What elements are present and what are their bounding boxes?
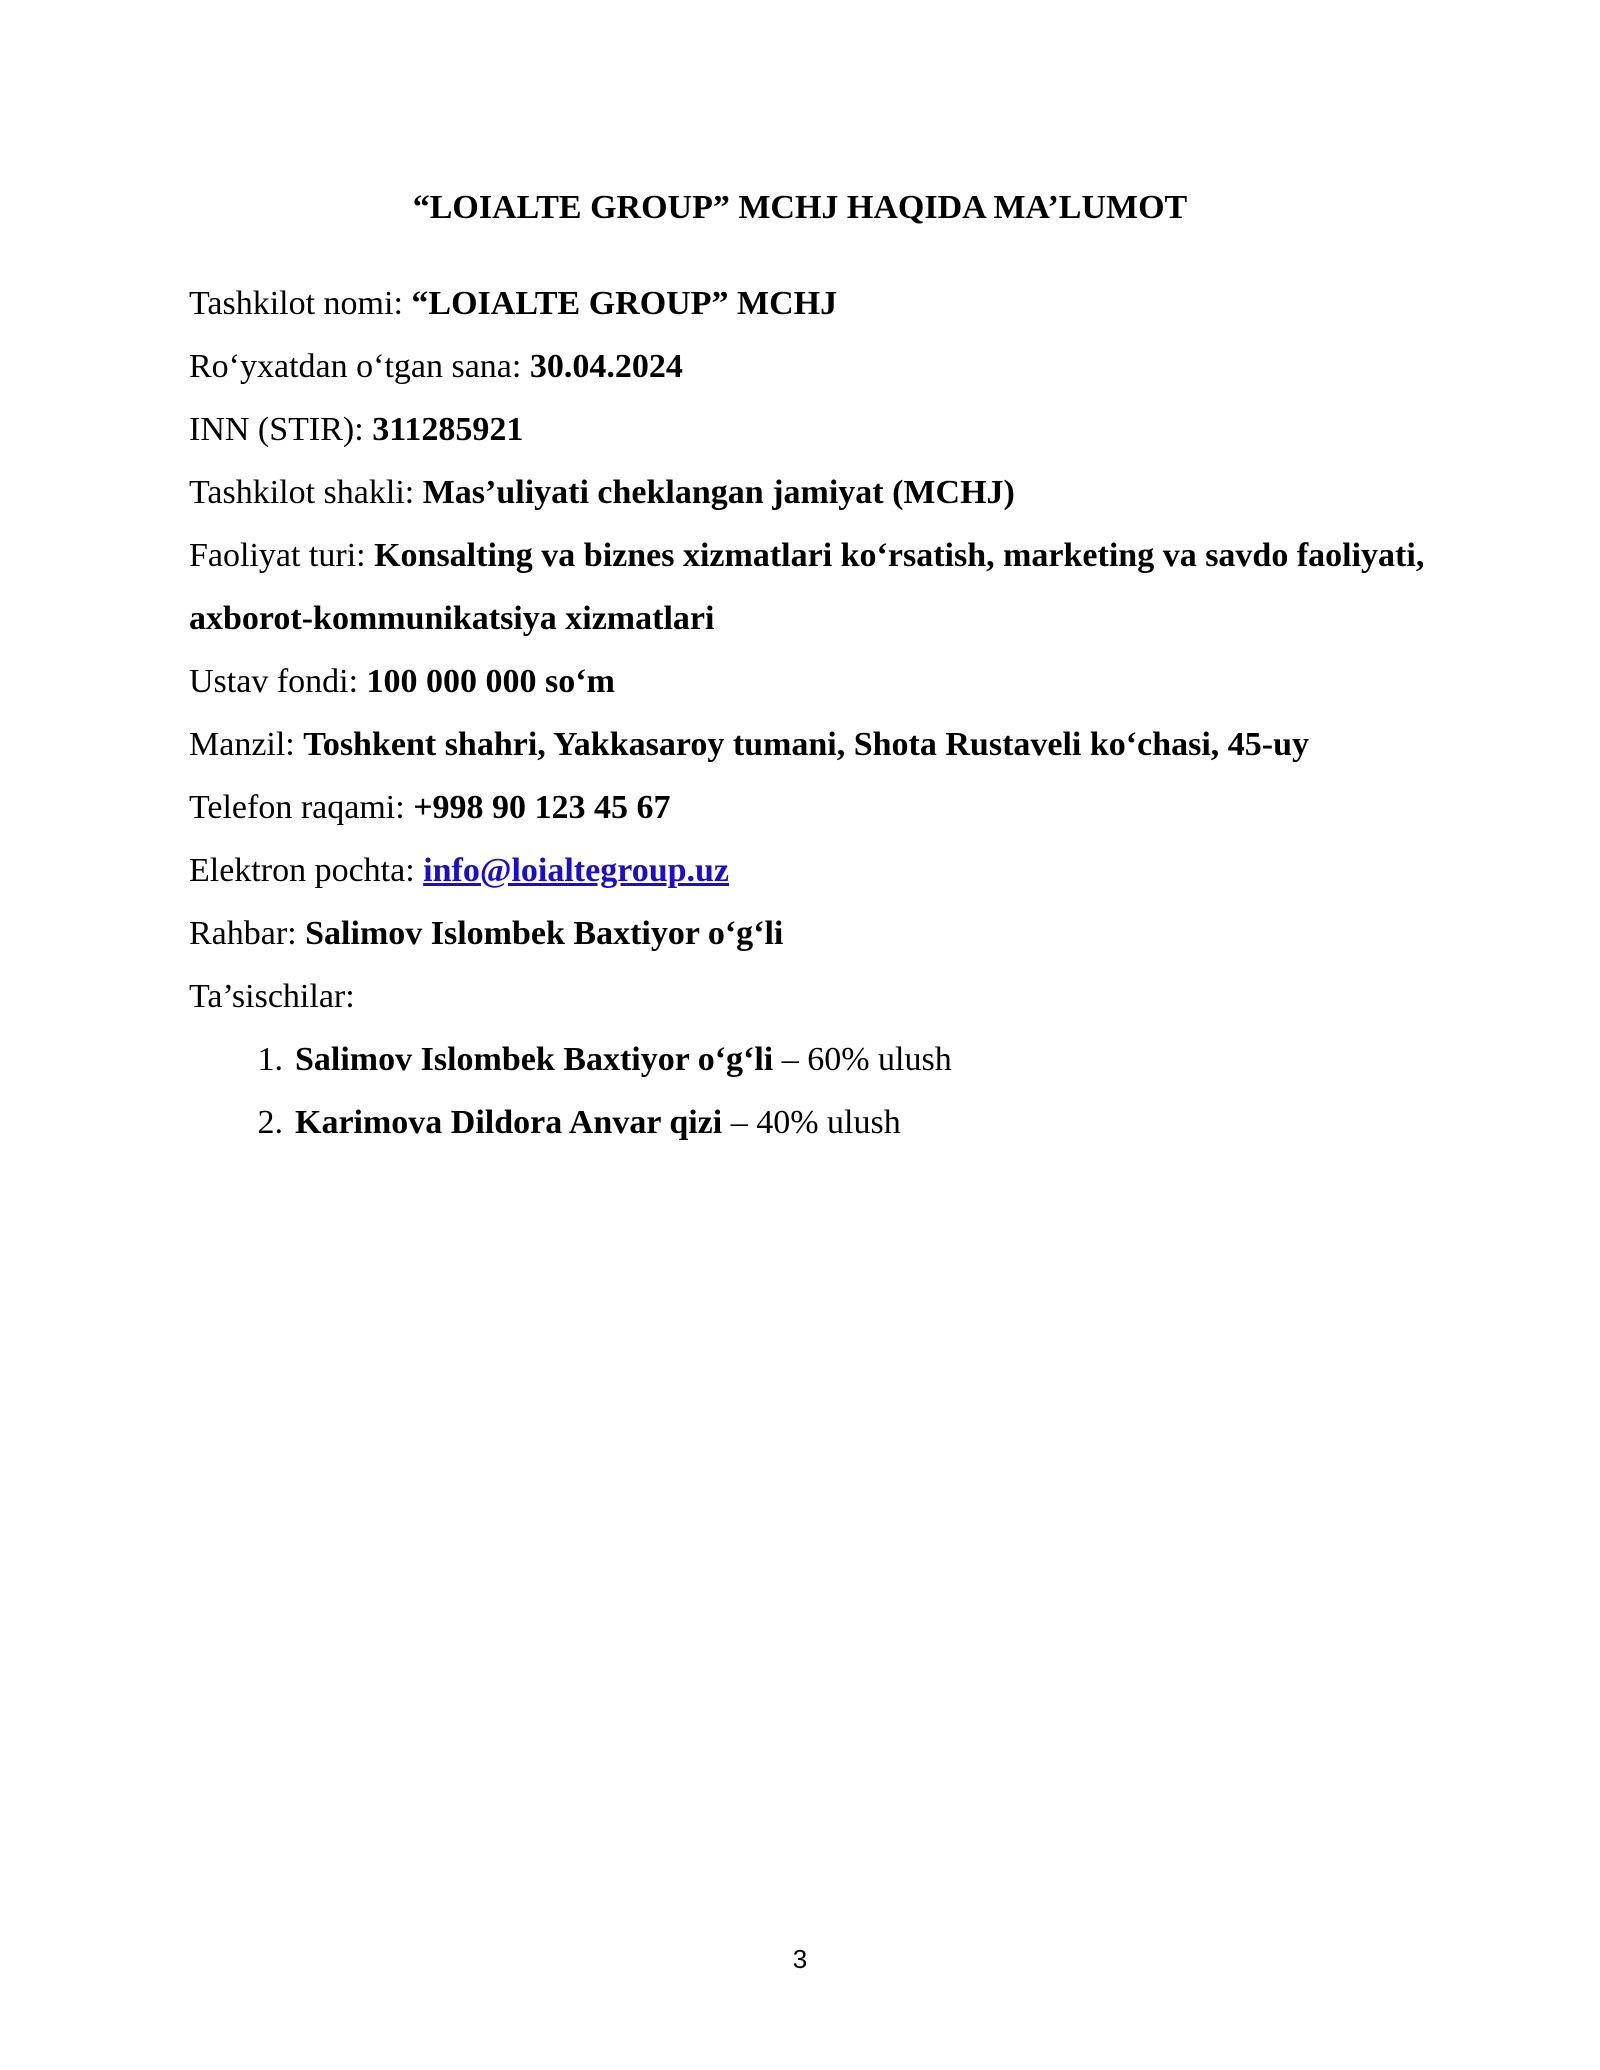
- founders-label: Ta’sischilar:: [189, 978, 355, 1015]
- field-address: [189, 713, 1449, 776]
- field-label: Manzil:: [189, 726, 304, 763]
- field-label: Tashkilot nomi:: [189, 285, 412, 322]
- email-link[interactable]: info@loialtegroup.uz: [423, 852, 730, 889]
- founder-share: – 40% ulush: [722, 1104, 901, 1141]
- field-value: 30.04.2024: [529, 348, 683, 385]
- field-label: Tashkilot shakli:: [189, 474, 423, 511]
- field-label: Ustav fondi:: [189, 663, 367, 700]
- field-label: Rahbar:: [189, 915, 306, 952]
- field-director: [189, 902, 1449, 965]
- field-phone: [189, 776, 1449, 839]
- field-label: Ro‘yxatdan o‘tgan sana:: [189, 348, 530, 385]
- founder-name: Salimov Islombek Baxtiyor o‘g‘li: [295, 1041, 774, 1078]
- founder-name: Karimova Dildora Anvar qizi: [295, 1104, 723, 1141]
- field-value: Mas’uliyati cheklangan jamiyat (MCHJ): [422, 474, 1015, 511]
- founders-list: [189, 1028, 1449, 1154]
- field-charter-capital: [189, 650, 1449, 713]
- field-label: Faoliyat turi:: [189, 537, 375, 574]
- field-label: INN (STIR):: [189, 411, 373, 448]
- field-value: Konsalting va biznes xizmatlari ko‘rsatish, marketing va savdo faoliyati, axborot-kommunikatsiya xizmatlari: [189, 537, 1425, 637]
- founder-share: – 60% ulush: [773, 1041, 952, 1078]
- list-item: [189, 1091, 1449, 1154]
- list-item: [189, 1028, 1449, 1091]
- field-value: “LOIALTE GROUP” MCHJ: [411, 285, 838, 322]
- list-number: 2.: [257, 1104, 283, 1141]
- field-value: 100 000 000 so‘m: [366, 663, 615, 700]
- page-number: 3: [792, 1944, 808, 1974]
- field-activity-type: [189, 524, 1449, 650]
- field-inn: [189, 398, 1449, 461]
- field-organization-form: [189, 461, 1449, 524]
- field-label: Elektron pochta:: [189, 852, 424, 889]
- company-info: [189, 272, 1449, 1154]
- founder-entry: [283, 1091, 901, 1154]
- field-value: Toshkent shahri, Yakkasaroy tumani, Shota Rustaveli ko‘chasi, 45-uy: [303, 726, 1310, 763]
- founder-entry: [283, 1028, 952, 1091]
- list-number: 1.: [257, 1041, 283, 1078]
- field-organization-name: [189, 272, 1449, 335]
- field-value: +998 90 123 45 67: [413, 789, 671, 826]
- field-value: 311285921: [372, 411, 524, 448]
- field-label: Telefon raqami:: [189, 789, 414, 826]
- field-email: [189, 839, 1449, 902]
- field-value: Salimov Islombek Baxtiyor o‘g‘li: [305, 915, 784, 952]
- page-title: “LOIALTE GROUP” MCHJ HAQIDA MA’LUMOT: [412, 189, 1188, 226]
- field-registration-date: [189, 335, 1449, 398]
